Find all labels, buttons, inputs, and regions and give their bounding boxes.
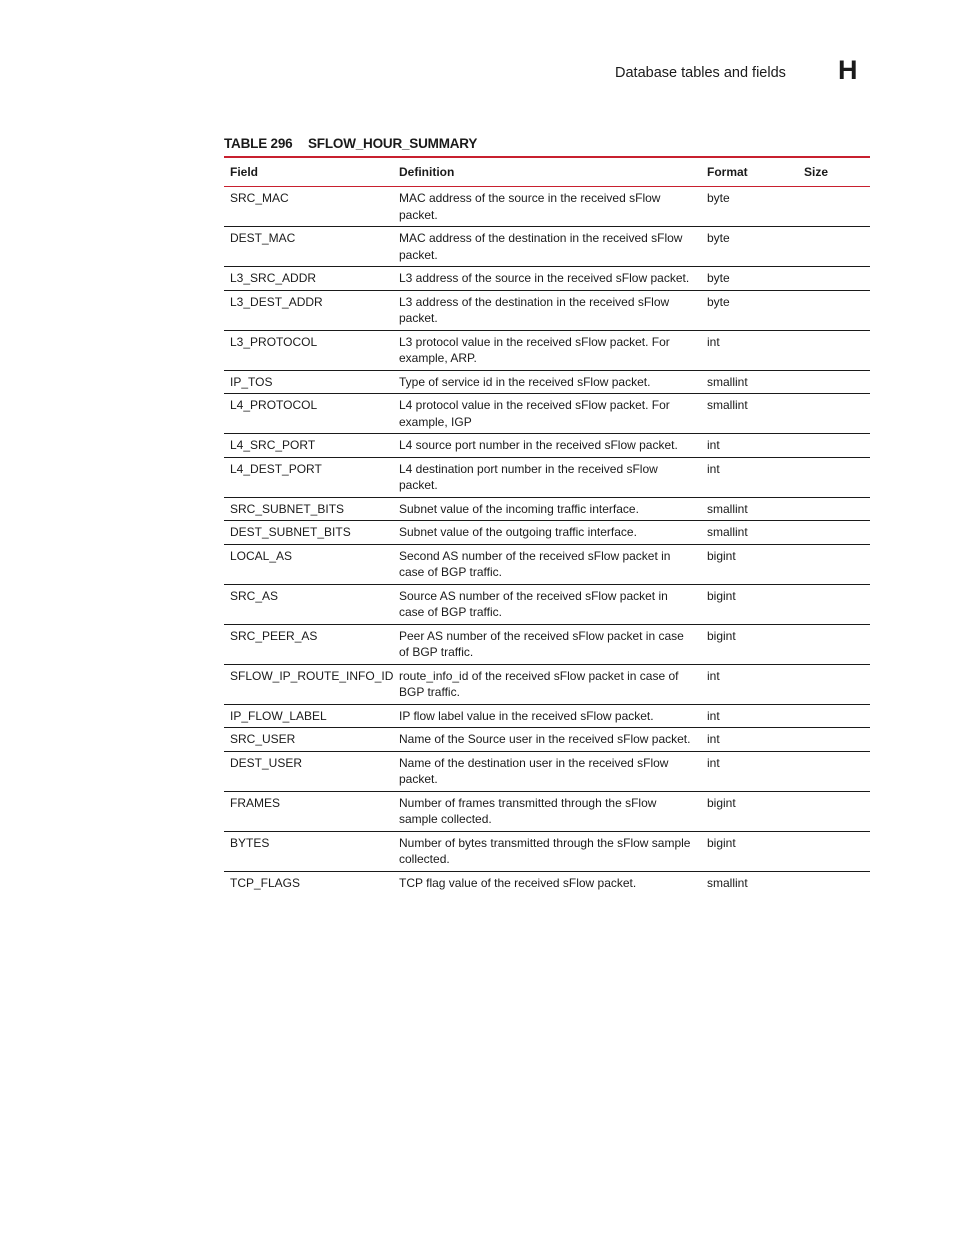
table-row xyxy=(224,791,870,831)
cell-size xyxy=(798,394,870,434)
cell-size xyxy=(798,434,870,458)
cell-format: smallint xyxy=(701,521,798,545)
cell-definition: MAC address of the destination in the received sFlow packet. xyxy=(393,227,701,267)
cell-format: smallint xyxy=(707,875,748,890)
cell-field: BYTES xyxy=(224,831,393,871)
table-caption xyxy=(224,136,477,151)
appendix-letter: H xyxy=(838,55,858,85)
cell-format: bigint xyxy=(701,544,798,584)
cell-definition: Name of the destination user in the received sFlow packet. xyxy=(393,751,701,791)
table-row xyxy=(224,290,870,330)
cell-format: byte xyxy=(701,227,798,267)
table-row xyxy=(224,434,870,458)
table-row xyxy=(224,584,870,624)
cell-definition: Peer AS number of the received sFlow packet in case of BGP traffic. xyxy=(393,624,701,664)
cell-size xyxy=(798,791,870,831)
cell-field: DEST_SUBNET_BITS xyxy=(224,521,393,545)
column-header-definition: Definition xyxy=(399,164,455,179)
cell-field: DEST_USER xyxy=(224,751,393,791)
cell-field: L4_PROTOCOL xyxy=(224,394,393,434)
cell-format: byte xyxy=(701,290,798,330)
cell-size xyxy=(798,330,870,370)
cell-size xyxy=(798,370,870,394)
cell-definition: L4 protocol value in the received sFlow packet. For example, IGP xyxy=(393,394,701,434)
cell-format: bigint xyxy=(701,831,798,871)
table-row xyxy=(224,871,870,894)
table-row xyxy=(224,831,870,871)
table-row xyxy=(224,394,870,434)
cell-field: IP_FLOW_LABEL xyxy=(224,704,393,728)
cell-size xyxy=(798,521,870,545)
running-header-title: Database tables and fields xyxy=(615,65,786,81)
cell-field: SFLOW_IP_ROUTE_INFO_ID xyxy=(224,664,393,704)
cell-definition: L4 destination port number in the received sFlow packet. xyxy=(393,457,701,497)
cell-format: smallint xyxy=(701,370,798,394)
cell-definition: Source AS number of the received sFlow packet in case of BGP traffic. xyxy=(393,584,701,624)
column-header-field: Field xyxy=(230,164,259,179)
cell-format: int xyxy=(701,330,798,370)
cell-format: bigint xyxy=(701,791,798,831)
table-row xyxy=(224,330,870,370)
cell-size xyxy=(798,584,870,624)
cell-field: L3_SRC_ADDR xyxy=(224,267,393,291)
cell-definition: L3 address of the source in the received sFlow packet. xyxy=(393,267,701,291)
table-row xyxy=(224,497,870,521)
cell-size xyxy=(798,290,870,330)
cell-size xyxy=(798,664,870,704)
cell-field: SRC_MAC xyxy=(224,187,393,227)
cell-field: SRC_USER xyxy=(224,728,393,752)
table-row xyxy=(224,457,870,497)
table-row xyxy=(224,521,870,545)
cell-size xyxy=(798,187,870,227)
cell-definition: Number of frames transmitted through the sFlow sample collected. xyxy=(393,791,701,831)
cell-field: TCP_FLAGS xyxy=(230,875,301,890)
cell-field: L4_SRC_PORT xyxy=(224,434,393,458)
column-header-size: Size xyxy=(804,164,829,179)
cell-format: int xyxy=(701,457,798,497)
cell-format: bigint xyxy=(701,624,798,664)
cell-definition: MAC address of the source in the received sFlow packet. xyxy=(393,187,701,227)
cell-size xyxy=(798,457,870,497)
cell-field: SRC_PEER_AS xyxy=(224,624,393,664)
database-table xyxy=(224,156,870,894)
table-row xyxy=(224,751,870,791)
cell-size xyxy=(798,831,870,871)
cell-size xyxy=(798,624,870,664)
cell-field: L3_PROTOCOL xyxy=(224,330,393,370)
table-header-row xyxy=(224,157,870,187)
cell-format: int xyxy=(701,728,798,752)
cell-format: smallint xyxy=(701,394,798,434)
cell-field: DEST_MAC xyxy=(224,227,393,267)
cell-field: LOCAL_AS xyxy=(224,544,393,584)
cell-field: SRC_AS xyxy=(224,584,393,624)
cell-format: bigint xyxy=(701,584,798,624)
cell-size xyxy=(798,227,870,267)
table-row xyxy=(224,728,870,752)
table-row xyxy=(224,227,870,267)
cell-size xyxy=(798,871,870,894)
cell-size xyxy=(798,544,870,584)
cell-format: byte xyxy=(701,267,798,291)
cell-field: IP_TOS xyxy=(224,370,393,394)
table-row xyxy=(224,704,870,728)
table-number: TABLE 296 xyxy=(224,136,293,151)
cell-size xyxy=(798,728,870,752)
cell-definition: route_info_id of the received sFlow packet in case of BGP traffic. xyxy=(393,664,701,704)
cell-definition: Name of the Source user in the received sFlow packet. xyxy=(393,728,701,752)
cell-field: L4_DEST_PORT xyxy=(224,457,393,497)
cell-size xyxy=(798,751,870,791)
table-name: SFLOW_HOUR_SUMMARY xyxy=(308,136,478,151)
cell-format: byte xyxy=(701,187,798,227)
cell-field: SRC_SUBNET_BITS xyxy=(224,497,393,521)
cell-definition: Number of bytes transmitted through the sFlow sample collected. xyxy=(393,831,701,871)
cell-definition: L3 protocol value in the received sFlow packet. For example, ARP. xyxy=(393,330,701,370)
cell-format: int xyxy=(701,664,798,704)
table-row xyxy=(224,544,870,584)
table-row xyxy=(224,267,870,291)
cell-definition: Subnet value of the outgoing traffic interface. xyxy=(393,521,701,545)
cell-definition: Subnet value of the incoming traffic interface. xyxy=(393,497,701,521)
column-header-format: Format xyxy=(707,164,748,179)
table-row xyxy=(224,187,870,227)
cell-format: int xyxy=(701,704,798,728)
cell-format: smallint xyxy=(701,497,798,521)
cell-definition: L4 source port number in the received sFlow packet. xyxy=(393,434,701,458)
cell-field: FRAMES xyxy=(224,791,393,831)
cell-size xyxy=(798,267,870,291)
cell-format: int xyxy=(701,434,798,458)
cell-definition: Type of service id in the received sFlow packet. xyxy=(393,370,701,394)
cell-definition: Second AS number of the received sFlow packet in case of BGP traffic. xyxy=(393,544,701,584)
cell-size xyxy=(798,704,870,728)
cell-definition: IP flow label value in the received sFlow packet. xyxy=(393,704,701,728)
table-row xyxy=(224,664,870,704)
table-row xyxy=(224,370,870,394)
cell-definition: TCP flag value of the received sFlow packet. xyxy=(399,875,637,890)
cell-format: int xyxy=(701,751,798,791)
cell-size xyxy=(798,497,870,521)
cell-field: L3_DEST_ADDR xyxy=(224,290,393,330)
cell-definition: L3 address of the destination in the received sFlow packet. xyxy=(393,290,701,330)
table-row xyxy=(224,624,870,664)
